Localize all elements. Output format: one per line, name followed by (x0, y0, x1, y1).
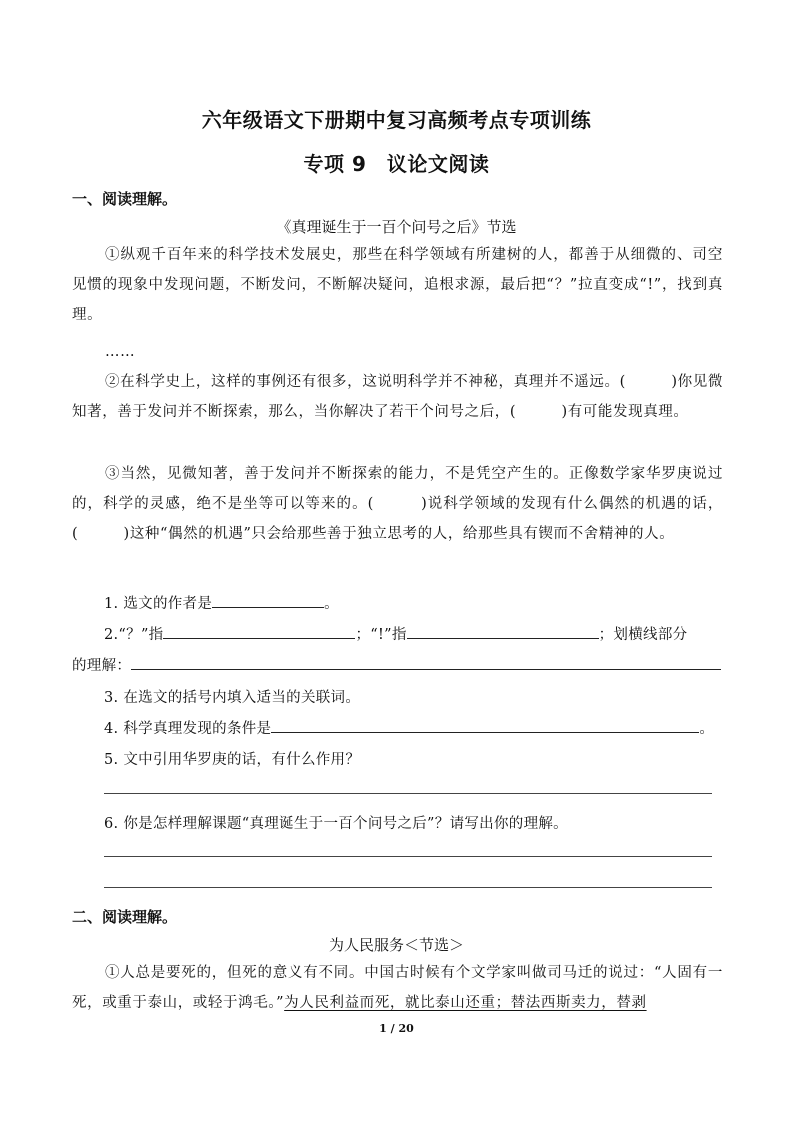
question-1-end: 。 (324, 596, 339, 612)
passage-1-title: 《真理诞生于一百个问号之后》节选 (276, 218, 517, 236)
question-3: 3. 在选文的括号内填入适当的关联词。 (104, 690, 361, 706)
question-6: 6. 你是怎样理解课题“真理诞生于一百个问号之后”？请写出你的理解。 (104, 816, 568, 832)
passage-1-paragraph-2: ②在科学史上，这样的事例还有很多，这说明科学并不神秘，真理并不遥远。( )你见微知著，善于发问并不断探索，那么，当你解决了若干个问号之后，( )有可能发现真理。 (72, 374, 723, 420)
question-5: 5. 文中引用华罗庚的话，有什么作用？ (104, 752, 361, 768)
question-2-answer-blank-3[interactable] (131, 654, 721, 670)
question-1-text: 1. 选文的作者是 (104, 596, 213, 612)
section-2-heading: 二、阅读理解。 (72, 908, 178, 926)
question-6-answer-line-1[interactable] (104, 856, 712, 857)
question-1-answer-blank[interactable] (212, 592, 324, 608)
question-1 (104, 592, 339, 613)
question-4-answer-blank[interactable] (271, 717, 699, 733)
passage-1-paragraph-1: ①纵观千百年来的科学技术发展史，那些在科学领域有所建树的人，都善于从细微的、司空见惯的现象中发现问题，不断发问，不断解决疑问，追根求源，最后把“？”拉直变成“!”，找到真理。 (72, 247, 723, 323)
page-number: 1 / 20 (379, 1022, 414, 1035)
passage-2-title: 为人民服务＜节选＞ (328, 936, 464, 954)
question-5-answer-line[interactable] (104, 793, 712, 794)
question-4 (104, 717, 714, 738)
document-subtitle: 专项 9 议论文阅读 (303, 152, 490, 176)
question-2-answer-blank-1[interactable] (163, 623, 355, 639)
document-title: 六年级语文下册期中复习高频考点专项训练 (201, 108, 592, 132)
question-2-text-d: 的理解： (72, 658, 132, 674)
question-4-end: 。 (699, 721, 715, 737)
question-6-answer-line-2[interactable] (104, 887, 712, 888)
passage-2-underlined-text: 为人民利益而死，就比泰山还重；替法西斯卖力，替剥 (284, 995, 647, 1011)
question-2 (104, 623, 687, 644)
question-2-text-b: ；“!”指 (355, 627, 407, 643)
passage-1-ellipsis: …… (105, 344, 136, 360)
section-1-heading: 一、阅读理解。 (72, 190, 178, 208)
passage-2-text: ①人总是要死的，但死的意义有不同。中国古时候有个文学家叫做司马迁的说过：“人固有一死，或重于泰山，或轻于鸿毛。” (72, 965, 723, 1011)
question-2-text-c: ；划横线部分 (598, 627, 688, 643)
question-2-continued (72, 654, 721, 675)
question-2-text-a: 2.“？”指 (104, 627, 164, 643)
passage-2-paragraph-1 (72, 958, 723, 1018)
question-4-text: 4. 科学真理发现的条件是 (104, 721, 272, 737)
question-2-answer-blank-2[interactable] (407, 623, 599, 639)
passage-1-paragraph-3: ③当然，见微知著，善于发问并不断探索的能力，不是凭空产生的。正像数学家华罗庚说过的，科学的灵感，绝不是坐等可以等来的。( )说科学领域的发现有什么偶然的机遇的话，( )这种“偶然的机遇”只会给那些善于独立思考的人，给那些具有锲而不舍精神的人。 (72, 466, 723, 542)
